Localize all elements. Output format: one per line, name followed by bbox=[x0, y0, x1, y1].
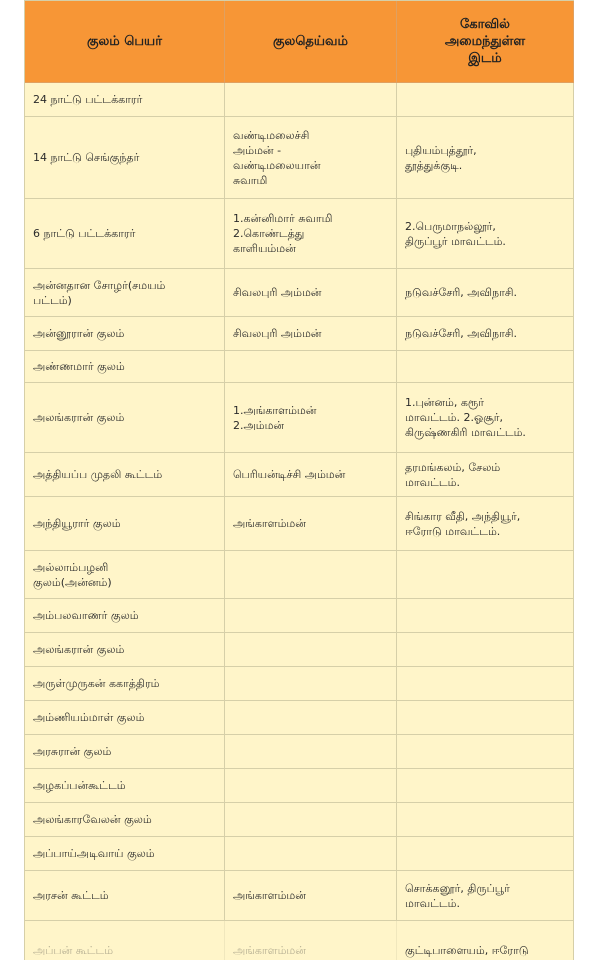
cell-kulam-name: அந்தியூரார் குலம் bbox=[25, 497, 225, 551]
cell-kula-deivam: 1.அங்காளம்மன் 2.அம்மன் bbox=[225, 383, 397, 453]
cell-kula-deivam: சிவலபுரி அம்மன் bbox=[225, 317, 397, 351]
cell-kula-deivam bbox=[225, 667, 397, 701]
cell-kula-deivam bbox=[225, 701, 397, 735]
cell-kulam-name: அம்பலவாணர் குலம் bbox=[25, 599, 225, 633]
cell-kula-deivam bbox=[225, 351, 397, 383]
cell-kula-deivam bbox=[225, 735, 397, 769]
cell-kula-deivam: சிவலபுரி அம்மன் bbox=[225, 269, 397, 317]
cell-kulam-name: அலங்கரான் குலம் bbox=[25, 633, 225, 667]
cell-temple-location bbox=[397, 701, 574, 735]
cell-temple-location bbox=[397, 599, 574, 633]
cell-kulam-name: அழகப்பன்கூட்டம் bbox=[25, 769, 225, 803]
cell-kula-deivam bbox=[225, 83, 397, 117]
cell-temple-location: 1.புன்னம், கரூர் மாவட்டம். 2.ஓசூர், கிருஷ்ணகிரி மாவட்டம். bbox=[397, 383, 574, 453]
cell-kulam-name: அன்னூரான் குலம் bbox=[25, 317, 225, 351]
cell-kulam-name: அருள்முருகன் ககாத்திரம் bbox=[25, 667, 225, 701]
cell-temple-location bbox=[397, 667, 574, 701]
cell-kulam-name: அன்னதான சோழர்(சமயம் பட்டம்) bbox=[25, 269, 225, 317]
cell-kula-deivam: அங்காளம்மன் bbox=[225, 497, 397, 551]
cell-kulam-name: 6 நாட்டு பட்டக்காரர் bbox=[25, 199, 225, 269]
cell-kula-deivam bbox=[225, 551, 397, 599]
cell-kula-deivam bbox=[225, 633, 397, 667]
cell-kula-deivam: பெரியன்டிச்சி அம்மன் bbox=[225, 453, 397, 497]
cell-kula-deivam: வண்டிமலைச்சி அம்மன் - வண்டிமலையான் சுவாமி bbox=[225, 117, 397, 199]
cell-temple-location bbox=[397, 83, 574, 117]
cell-temple-location bbox=[397, 735, 574, 769]
cell-kulam-name: அரசுரான் குலம் bbox=[25, 735, 225, 769]
cell-kulam-name: அப்பாய்அடிவாய் குலம் bbox=[25, 837, 225, 871]
kulam-table bbox=[24, 0, 574, 960]
cell-temple-location: சிங்கார வீதி, அந்தியூர், ஈரோடு மாவட்டம். bbox=[397, 497, 574, 551]
cell-temple-location bbox=[397, 633, 574, 667]
header-temple-location: கோவில் அமைந்துள்ள இடம் bbox=[397, 1, 574, 83]
cell-kula-deivam bbox=[225, 769, 397, 803]
cell-kula-deivam: அங்காளம்மன் bbox=[225, 921, 397, 960]
cell-temple-location: நடுவச்சேரி, அவிநாசி. bbox=[397, 269, 574, 317]
cell-kulam-name: 24 நாட்டு பட்டக்காரர் bbox=[25, 83, 225, 117]
cell-temple-location: சொக்கனூர், திருப்பூர் மாவட்டம். bbox=[397, 871, 574, 921]
cell-kulam-name: அண்ணமார் குலம் bbox=[25, 351, 225, 383]
cell-temple-location bbox=[397, 351, 574, 383]
cell-kula-deivam: 1.கன்னிமார் சுவாமி 2.கொண்டத்து காளியம்மன் bbox=[225, 199, 397, 269]
cell-kulam-name: அப்பன் கூட்டம் bbox=[25, 921, 225, 960]
cell-kulam-name: அலங்காரவேலன் குலம் bbox=[25, 803, 225, 837]
cell-kulam-name: அலங்கரான் குலம் bbox=[25, 383, 225, 453]
cell-kulam-name: 14 நாட்டு செங்குந்தர் bbox=[25, 117, 225, 199]
cell-kulam-name: அல்லாம்பழனி குலம்(அன்னம்) bbox=[25, 551, 225, 599]
header-kula-deivam: குலதெய்வம் bbox=[225, 1, 397, 83]
cell-temple-location bbox=[397, 803, 574, 837]
cell-temple-location: புதியம்புத்தூர், தூத்துக்குடி. bbox=[397, 117, 574, 199]
cell-temple-location: நடுவச்சேரி, அவிநாசி. bbox=[397, 317, 574, 351]
cell-kulam-name: அம்ணியம்மாள் குலம் bbox=[25, 701, 225, 735]
cell-kulam-name: அத்தியப்ப முதலி கூட்டம் bbox=[25, 453, 225, 497]
cell-kula-deivam bbox=[225, 803, 397, 837]
cell-kulam-name: அரசன் கூட்டம் bbox=[25, 871, 225, 921]
cell-temple-location: 2.பெருமாநல்லூர், திருப்பூர் மாவட்டம். bbox=[397, 199, 574, 269]
cell-kula-deivam: அங்காளம்மன் bbox=[225, 871, 397, 921]
cell-kula-deivam bbox=[225, 599, 397, 633]
cell-temple-location: தரமங்கலம், சேலம் மாவட்டம். bbox=[397, 453, 574, 497]
cell-kula-deivam bbox=[225, 837, 397, 871]
header-kulam-name: குலம் பெயர் bbox=[25, 1, 225, 83]
cell-temple-location bbox=[397, 769, 574, 803]
cell-temple-location bbox=[397, 837, 574, 871]
cell-temple-location bbox=[397, 551, 574, 599]
cell-temple-location: குட்டிபாளையம், ஈரோடு bbox=[397, 921, 574, 960]
